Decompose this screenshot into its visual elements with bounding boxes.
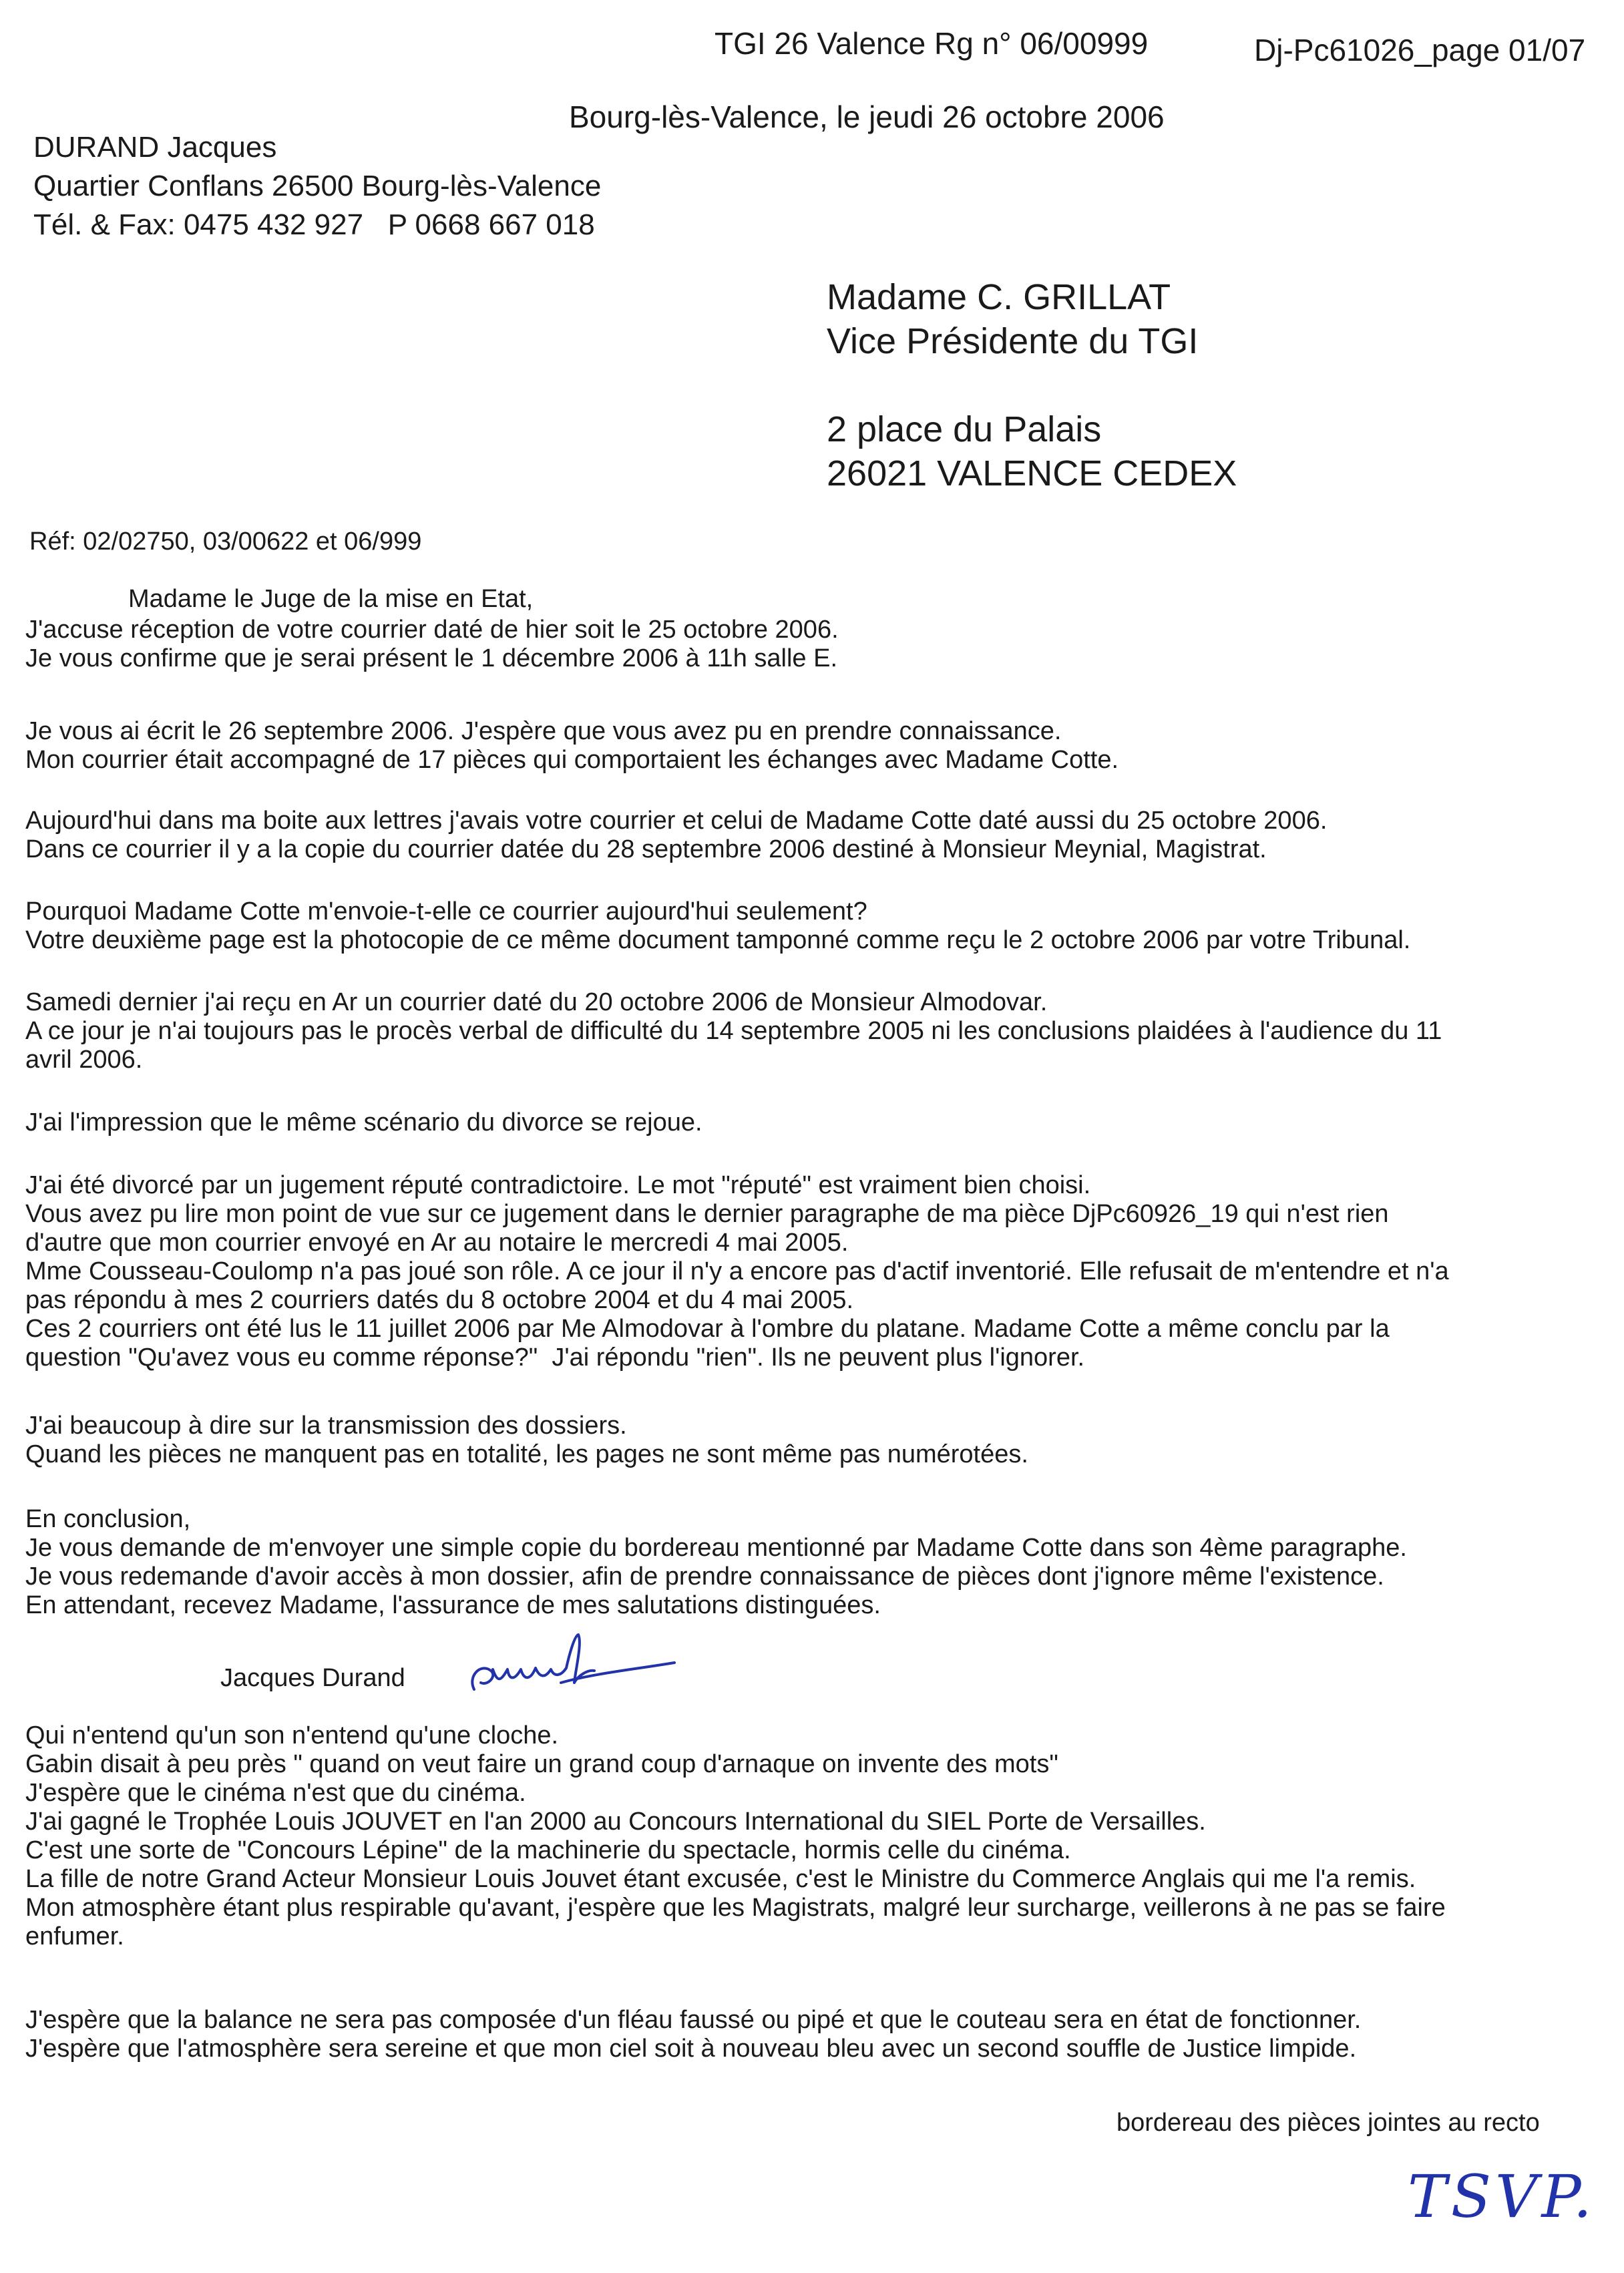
paragraph-line: La fille de notre Grand Acteur Monsieur Louis Jouvet étant excusée, c'est le Ministre du Commerce Anglais qui me l'a remis.: [25, 1865, 1416, 1893]
paragraph-line: Ces 2 courriers ont été lus le 11 juillet 2006 par Me Almodovar à l'ombre du platane. Madame Cotte a même conclu par la: [25, 1315, 1390, 1343]
page-reference: Dj-Pc61026_page 01/07: [1254, 33, 1586, 67]
reference-line: Réf: 02/02750, 03/00622 et 06/999: [29, 528, 422, 556]
paragraph-line: Dans ce courrier il y a la copie du courrier datée du 28 septembre 2006 destiné à Monsieur Meynial, Magistrat.: [25, 835, 1267, 863]
paragraph-line: J'espère que le cinéma n'est que du cinéma.: [25, 1779, 526, 1807]
place-date: Bourg-lès-Valence, le jeudi 26 octobre 2006: [569, 99, 1165, 134]
sender-phones: Tél. & Fax: 0475 432 927 P 0668 667 018: [33, 208, 595, 241]
paragraph-line: J'ai beaucoup à dire sur la transmission des dossiers.: [25, 1412, 627, 1440]
paragraph-line: J'ai l'impression que le même scénario du divorce se rejoue.: [25, 1108, 702, 1136]
paragraph-line: Je vous demande de m'envoyer une simple copie du bordereau mentionné par Madame Cotte dans son 4ème paragraphe.: [25, 1534, 1407, 1562]
paragraph-line: Je vous ai écrit le 26 septembre 2006. J'espère que vous avez pu en prendre connaissance.: [25, 717, 1062, 745]
paragraph-line: question "Qu'avez vous eu comme réponse?" J'ai répondu "rien". Ils ne peuvent plus l'ignorer.: [25, 1344, 1085, 1372]
paragraph-5: [25, 988, 1608, 1074]
paragraph-line: Mon courrier était accompagné de 17 pièces qui comportaient les échanges avec Madame Cotte.: [25, 746, 1119, 774]
paragraph-4: [25, 897, 1608, 955]
salutation: Madame le Juge de la mise en Etat,: [128, 585, 534, 613]
recipient-street: 2 place du Palais: [827, 409, 1102, 449]
recipient-title: Vice Présidente du TGI: [827, 321, 1199, 361]
paragraph-line: Mme Cousseau-Coulomp n'a pas joué son rôle. A ce jour il n'y a encore pas d'actif inventorié. Elle refusait de m'entendre et n'a: [25, 1257, 1449, 1285]
paragraph-line: Aujourd'hui dans ma boite aux lettres j'avais votre courrier et celui de Madame Cotte daté aussi du 25 octobre 2006.: [25, 807, 1328, 835]
paragraph-line: Samedi dernier j'ai reçu en Ar un courrier daté du 20 octobre 2006 de Monsieur Almodovar.: [25, 988, 1048, 1016]
paragraph-line: J'accuse réception de votre courrier daté de hier soit le 25 octobre 2006.: [25, 616, 839, 644]
signature-name: Jacques Durand: [220, 1664, 405, 1692]
postscript-2: [25, 2006, 1608, 2063]
paragraph-line: En attendant, recevez Madame, l'assurance de mes salutations distinguées.: [25, 1591, 881, 1619]
sender-address: Quartier Conflans 26500 Bourg-lès-Valence: [33, 170, 602, 202]
paragraph-line: enfumer.: [25, 1922, 124, 1950]
paragraph-line: A ce jour je n'ai toujours pas le procès verbal de difficulté du 14 septembre 2005 ni les conclusions plaidées à l'audience du 11: [25, 1017, 1442, 1045]
paragraph-6: [25, 1108, 1608, 1137]
paragraph-line: Je vous confirme que je serai présent le 1 décembre 2006 à 11h salle E.: [25, 644, 837, 672]
paragraph-line: En conclusion,: [25, 1505, 191, 1533]
paragraph-9: [25, 1505, 1608, 1620]
paragraph-line: Je vous redemande d'avoir accès à mon dossier, afin de prendre connaissance de pièces dont j'ignore même l'existence.: [25, 1563, 1384, 1591]
paragraph-line: J'ai gagné le Trophée Louis JOUVET en l'an 2000 au Concours International du SIEL Porte de Versailles.: [25, 1808, 1206, 1836]
paragraph-1: [25, 616, 1608, 673]
paragraph-line: avril 2006.: [25, 1046, 143, 1074]
paragraph-line: pas répondu à mes 2 courriers datés du 8 octobre 2004 et du 4 mai 2005.: [25, 1286, 854, 1314]
paragraph-line: Mon atmosphère étant plus respirable qu'avant, j'espère que les Magistrats, malgré leur surcharge, veillerons à ne pas se faire: [25, 1894, 1446, 1922]
paragraph-line: J'ai été divorcé par un jugement réputé contradictoire. Le mot "réputé" est vraiment bien choisi.: [25, 1171, 1091, 1199]
enclosure-note: bordereau des pièces jointes au recto: [1116, 2109, 1540, 2137]
paragraph-3: [25, 807, 1608, 864]
paragraph-line: Pourquoi Madame Cotte m'envoie-t-elle ce courrier aujourd'hui seulement?: [25, 897, 867, 925]
paragraph-line: Votre deuxième page est la photocopie de ce même document tamponné comme reçu le 2 octobre 2006 par votre Tribunal.: [25, 926, 1411, 954]
sender-name: DURAND Jacques: [33, 131, 277, 164]
paragraph-line: J'espère que la balance ne sera pas composée d'un fléau faussé ou pipé et que le couteau sera en état de fonctionner.: [25, 2006, 1362, 2034]
paragraph-line: C'est une sorte de "Concours Lépine" de la machinerie du spectacle, hormis celle du cinéma.: [25, 1836, 1071, 1864]
postscript-1: [25, 1721, 1608, 1951]
paragraph-2: [25, 717, 1608, 775]
paragraph-line: J'espère que l'atmosphère sera sereine et que mon ciel soit à nouveau bleu avec un second souffle de Justice limpide.: [25, 2035, 1357, 2063]
paragraph-line: Quand les pièces ne manquent pas en totalité, les pages ne sont même pas numérotées.: [25, 1440, 1028, 1468]
recipient-city: 26021 VALENCE CEDEX: [827, 453, 1237, 493]
handwritten-signature: [461, 1629, 688, 1709]
paragraph-line: Gabin disait à peu près " quand on veut faire un grand coup d'arnaque on invente des mots": [25, 1750, 1058, 1778]
tsvp-handwritten: TSVP.: [1408, 2162, 1596, 2231]
case-reference: TGI 26 Valence Rg n° 06/00999: [715, 26, 1149, 61]
paragraph-8: [25, 1412, 1608, 1469]
paragraph-line: Qui n'entend qu'un son n'entend qu'une cloche.: [25, 1721, 559, 1749]
paragraph-7: [25, 1171, 1608, 1372]
recipient-name: Madame C. GRILLAT: [827, 277, 1171, 317]
paragraph-line: d'autre que mon courrier envoyé en Ar au notaire le mercredi 4 mai 2005.: [25, 1229, 849, 1257]
paragraph-line: Vous avez pu lire mon point de vue sur ce jugement dans le dernier paragraphe de ma pièce DjPc60926_19 qui n'est rien: [25, 1200, 1389, 1228]
